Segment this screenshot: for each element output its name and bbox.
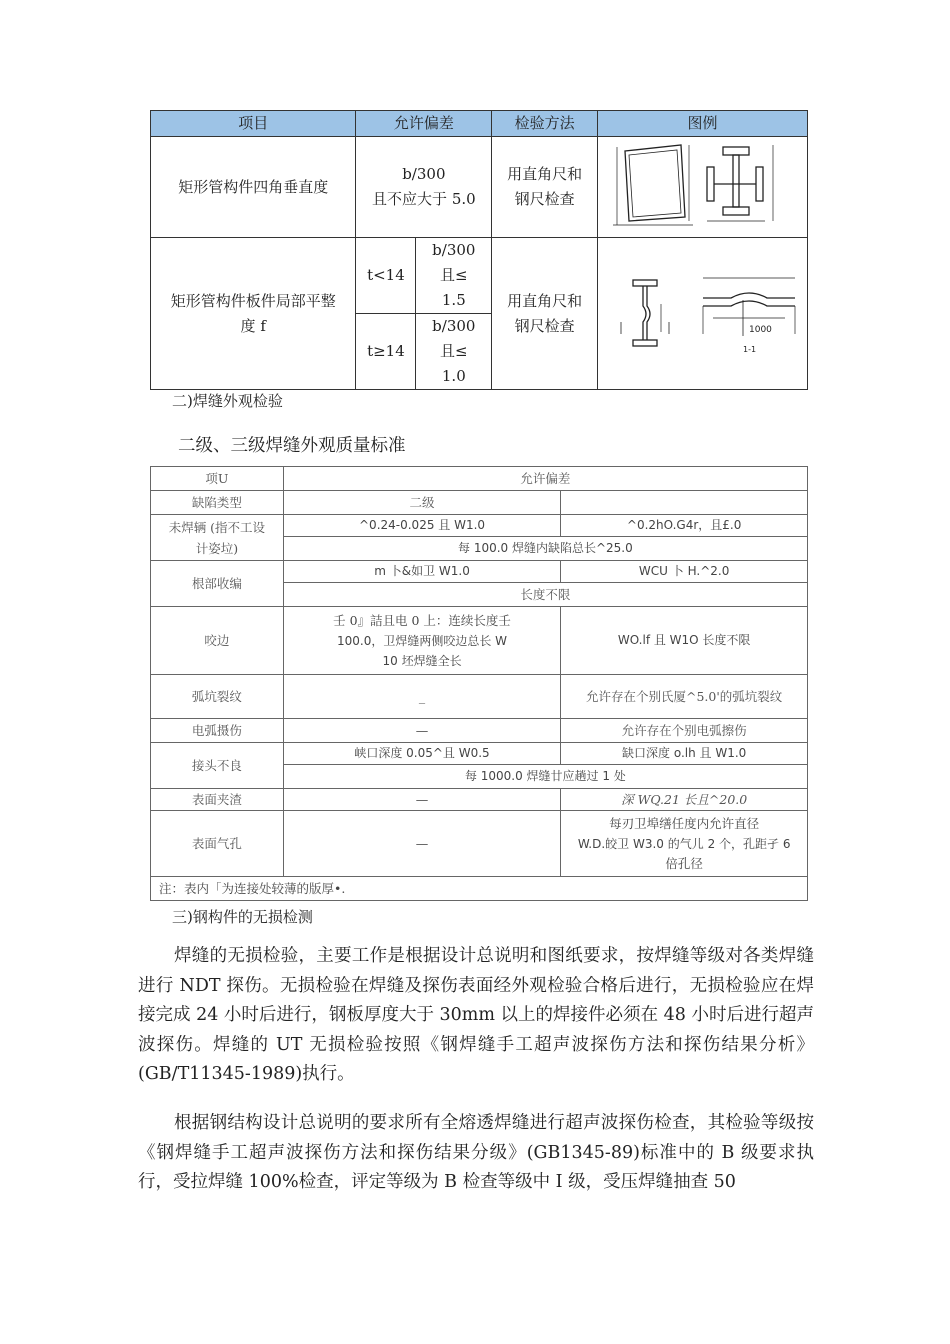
defect-label: 根部收编 xyxy=(151,561,284,607)
common-value: 每 1000.0 焊缝廿应趟过 1 处 xyxy=(283,765,807,789)
flatness-dimension-label: 1000 xyxy=(748,324,772,335)
table-row xyxy=(151,719,808,743)
item-line: 矩形管构件板件局部平整 xyxy=(170,291,336,310)
grade-3-value: WO.lf 且 W1O 长度不限 xyxy=(561,607,808,675)
value-line: 100.0，卫焊缝两侧咬边总长 W xyxy=(337,633,508,648)
grade-3-value: ^0.2hO.G4r，且£.0 xyxy=(561,515,808,537)
value-line: 壬 0』詰且电 0 上：连续长度壬 xyxy=(333,612,511,628)
tolerance-line: b/300 xyxy=(402,165,446,183)
table-row xyxy=(151,607,808,675)
tolerance-cell xyxy=(416,238,492,314)
tolerance-line: 1.0 xyxy=(441,367,466,385)
item-cell xyxy=(151,238,356,390)
grade-2-value: — xyxy=(283,811,561,877)
flatness-diagram xyxy=(603,240,803,380)
table-row xyxy=(151,743,808,765)
condition-cell: t≥14 xyxy=(356,314,416,390)
defect-label-line: 计姿垃) xyxy=(195,540,239,556)
defect-label: 接头不良 xyxy=(151,743,284,789)
tolerance-line: b/300 xyxy=(432,317,476,335)
table-row xyxy=(151,675,808,719)
header-figure: 图例 xyxy=(598,111,808,137)
table-row xyxy=(151,238,808,314)
header-tolerance: 允许偏差 xyxy=(283,467,807,491)
table-row xyxy=(151,137,808,238)
defect-label: 弧坑裂纹 xyxy=(151,675,284,719)
weld-quality-table xyxy=(150,466,808,901)
tolerance-cell xyxy=(356,137,492,238)
section-heading-2: 二)焊缝外观检验 xyxy=(172,392,283,410)
header-method: 检验方法 xyxy=(492,111,598,137)
defect-label: 表面气孔 xyxy=(151,811,284,877)
grade-3-value: WCU 卜 H.^2.0 xyxy=(561,561,808,583)
grade-2-value: m 卜&如卫 W1.0 xyxy=(283,561,561,583)
defect-label xyxy=(151,515,284,561)
grade-2-value: — xyxy=(283,719,561,743)
header-tolerance: 允许偏差 xyxy=(356,111,492,137)
grade-3-value: 允许存在个别电弧擦伤 xyxy=(561,719,808,743)
value-line: 10 坯焊缝全长 xyxy=(382,653,462,668)
figure-cell xyxy=(598,238,808,390)
figure-cell xyxy=(598,137,808,238)
table-row xyxy=(151,467,808,491)
grade-2-value: ^0.24-0.025 且 W1.0 xyxy=(283,515,561,537)
method-cell xyxy=(492,137,598,238)
grade-3-value: 缺口深度 o.lh 且 W1.0 xyxy=(561,743,808,765)
table-row xyxy=(151,877,808,901)
defect-label: 咬边 xyxy=(151,607,284,675)
value-line: W.D.皎卫 W3.0 的气儿 2 个，孔距孑 6 xyxy=(577,836,791,851)
grade-3-value: 深 WQ.21 长且^20.0 xyxy=(561,789,808,811)
header-item: 项U xyxy=(151,467,284,491)
tolerance-cell xyxy=(416,314,492,390)
grade-2-label: 二级 xyxy=(283,491,561,515)
item-line: 度 f xyxy=(240,316,266,335)
tolerance-line: 且≤ xyxy=(440,342,468,360)
item-cell: 矩形管构件四角垂直度 xyxy=(151,137,356,238)
tolerance-line: 1.5 xyxy=(441,291,466,309)
grade-3-label xyxy=(561,491,808,515)
method-line: 用直角尺和 xyxy=(507,165,583,183)
grade-3-value: 允许存在个别氏厦^5.0'的弧坑裂纹 xyxy=(561,675,808,719)
method-line: 用直角尺和 xyxy=(507,291,583,310)
table-row xyxy=(151,515,808,537)
defect-label: 电弧摄伤 xyxy=(151,719,284,743)
flatness-section-caption: 1-1 xyxy=(742,344,756,354)
table-header-row xyxy=(151,111,808,137)
table-note: 注：表内「为连接处较薄的版厚•. xyxy=(151,877,808,901)
method-line: 钢尺检查 xyxy=(514,190,575,208)
grade-2-value: — xyxy=(283,789,561,811)
table-row xyxy=(151,491,808,515)
section-subtitle: 二级、三级焊缝外观质量标准 xyxy=(178,436,406,456)
paragraph-1: 焊缝的无损检验，主要工作是根据设计总说明和图纸要求，按焊缝等级对各类焊缝进行 NDT 探伤。无损检验在焊缝及探伤表面经外观检验合格后进行，无损检验应在焊接完成 24 小时后进行，钢板厚度大于 30mm 以上的焊接件必须在 48 小时后进行超声波探伤。焊缝的 UT 无损检验按照《钢焊缝手工超声波探伤方法和探伤结果分析》(GB/T11345-1989)执行。 xyxy=(138,946,814,1084)
common-value: 长度不限 xyxy=(283,583,807,607)
value-line: 每刃卫埠缮任度内允许直径 xyxy=(609,815,760,831)
tolerance-line: 且不应大于 5.0 xyxy=(372,190,476,208)
grade-2-value: _ xyxy=(283,675,561,719)
section-heading-3: 三)钢构件的无损检测 xyxy=(172,908,313,926)
tolerance-table xyxy=(150,110,808,390)
tolerance-line: b/300 xyxy=(432,241,476,259)
table-row xyxy=(151,561,808,583)
common-value: 每 100.0 焊缝内缺陷总长^25.0 xyxy=(283,537,807,561)
grade-2-value: 峡口深度 0.05^且 W0.5 xyxy=(283,743,561,765)
condition-cell: t<14 xyxy=(356,238,416,314)
defect-label: 表面夹渣 xyxy=(151,789,284,811)
defect-label-line: 未焊辆 (指不工设 xyxy=(168,519,266,535)
method-cell xyxy=(492,238,598,390)
grade-2-value xyxy=(283,607,561,675)
table-row xyxy=(151,811,808,877)
value-line: 倍孔径 xyxy=(665,855,703,871)
header-item: 项目 xyxy=(151,111,356,137)
paragraph-2: 根据钢结构设计总说明的要求所有全熔透焊缝进行超声波探伤检查，其检验等级按《钢焊缝手工超声波探伤方法和探伤结果分级》(GB1345-89)标准中的 B 级要求执行，受拉焊缝 100%检查，评定等级为 B 检查等级中 I 级，受压焊缝抽查 50 xyxy=(138,1113,814,1192)
tolerance-line: 且≤ xyxy=(440,266,468,284)
table-row xyxy=(151,789,808,811)
method-line: 钢尺检查 xyxy=(514,316,575,335)
squareness-diagram xyxy=(603,137,803,229)
grade-3-value xyxy=(561,811,808,877)
defect-type-label: 缺陷类型 xyxy=(151,491,284,515)
